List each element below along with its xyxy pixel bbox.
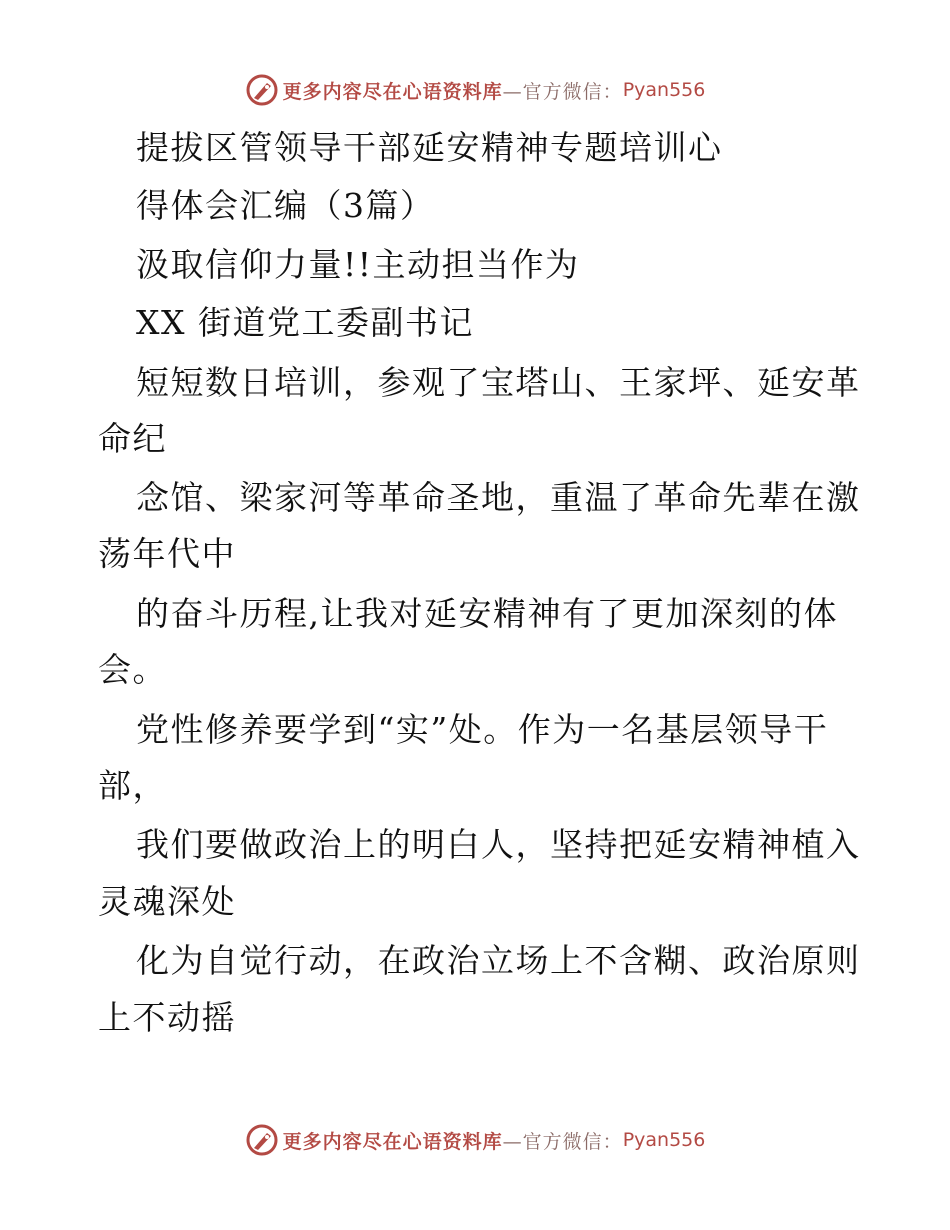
paragraph-line: 念馆、梁家河等革命圣地，重温了革命先辈在激 <box>136 478 861 517</box>
paragraph-line: 会。 <box>98 650 167 689</box>
paragraph-line: 我们要做政治上的明白人，坚持把延安精神植入 <box>136 825 861 864</box>
author-line: XX 街道党工委副书记 <box>136 303 474 342</box>
watermark-handle: Pyan556 <box>622 79 706 101</box>
pen-nib-logo-icon <box>245 1123 279 1157</box>
header-watermark <box>0 70 950 110</box>
paragraph-line: 灵魂深处 <box>98 882 236 921</box>
watermark-separator: —官方微信： <box>502 1130 623 1153</box>
pen-nib-logo-icon <box>245 73 279 107</box>
paragraph-line: 部， <box>98 766 167 805</box>
article-title: 汲取信仰力量!!主动担当作为 <box>136 245 580 284</box>
watermark-text: 更多内容尽在心语资料库 <box>282 80 503 103</box>
paragraph-line: 化为自觉行动，在政治立场上不含糊、政治原则 <box>136 941 861 980</box>
watermark-handle: Pyan556 <box>622 1129 706 1151</box>
footer-watermark <box>0 1120 950 1160</box>
watermark-separator: —官方微信： <box>502 80 623 103</box>
watermark-text: 更多内容尽在心语资料库 <box>282 1130 503 1153</box>
paragraph-line: 的奋斗历程,让我对延安精神有了更加深刻的体 <box>136 594 838 633</box>
paragraph-line: 上不动摇 <box>98 998 236 1037</box>
title-line-2: 得体会汇编（3篇） <box>136 186 435 225</box>
title-line-1: 提拔区管领导干部延安精神专题培训心 <box>136 128 723 167</box>
paragraph-line: 短短数日培训，参观了宝塔山、王家坪、延安革 <box>136 363 861 402</box>
paragraph-line: 党性修养要学到“实”处。作为一名基层领导干 <box>136 710 829 749</box>
paragraph-line: 命纪 <box>98 419 167 458</box>
paragraph-line: 荡年代中 <box>98 534 236 573</box>
